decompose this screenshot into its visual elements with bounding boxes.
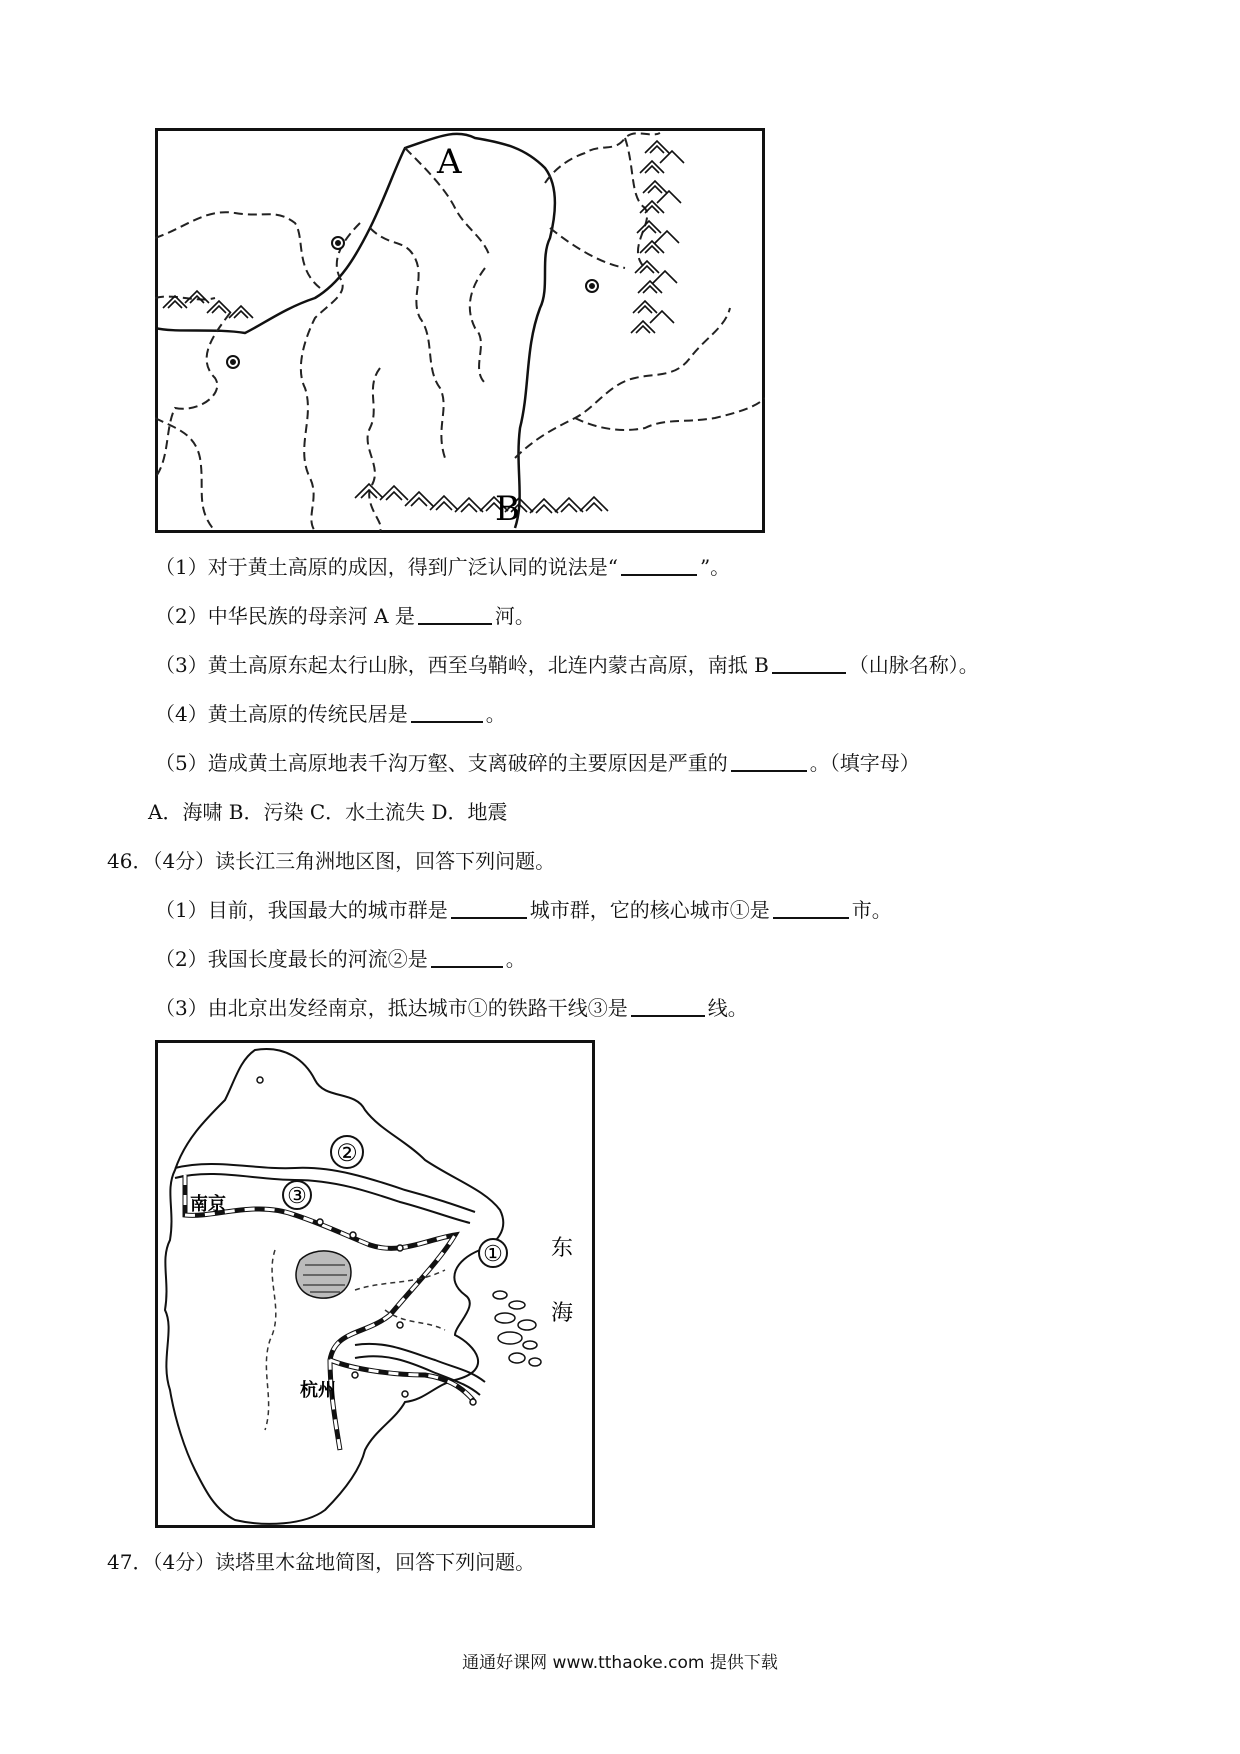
answer-blank[interactable] <box>731 750 807 772</box>
yangtze-delta-map <box>155 1040 595 1528</box>
marker-2: ② <box>336 1139 358 1167</box>
label-sea: 海 <box>551 1301 574 1326</box>
answer-blank[interactable] <box>418 603 492 625</box>
map-label-a: A <box>437 142 462 182</box>
answer-blank[interactable] <box>411 701 483 723</box>
q46-item-3: （3）由北京出发经南京，抵达城市①的铁路干线③是 线。 <box>155 996 748 1020</box>
answer-blank[interactable] <box>431 946 503 968</box>
answer-blank[interactable] <box>773 897 849 919</box>
map-label-b: B <box>495 489 520 529</box>
answer-blank[interactable] <box>621 554 697 576</box>
loess-plateau-map <box>155 128 765 533</box>
marker-1-group <box>479 1239 507 1267</box>
marker-1: ① <box>483 1242 503 1267</box>
q46-heading: 46．（4分）读长江三角洲地区图，回答下列问题。 <box>107 849 556 873</box>
label-hangzhou: 杭州 <box>300 1380 336 1401</box>
q45-item-5: （5）造成黄土高原地表千沟万壑、支离破碎的主要原因是严重的 。（填字母） <box>155 751 920 775</box>
q45-options: A．海啸 B．污染 C．水土流失 D．地震 <box>148 800 508 824</box>
q46-item-1: （1）目前，我国最大的城市群是 城市群，它的核心城市①是 市。 <box>155 898 892 922</box>
marker-2-group <box>331 1136 363 1168</box>
marker-3-group <box>283 1181 311 1209</box>
answer-blank[interactable] <box>451 897 527 919</box>
answer-blank[interactable] <box>772 652 846 674</box>
q45-item-3: （3）黄土高原东起太行山脉，西至乌鞘岭，北连内蒙古高原，南抵 B （山脉名称）。 <box>155 653 979 677</box>
label-east: 东 <box>551 1236 574 1261</box>
marker-3: ③ <box>287 1184 307 1209</box>
q45-item-2: （2）中华民族的母亲河 A 是 河。 <box>155 604 535 628</box>
q45-item-4: （4）黄土高原的传统民居是 。 <box>155 702 506 726</box>
q47-heading: 47．（4分）读塔里木盆地简图，回答下列问题。 <box>107 1550 536 1574</box>
q46-item-2: （2）我国长度最长的河流②是 。 <box>155 947 526 971</box>
q45-item-1: （1）对于黄土高原的成因，得到广泛认同的说法是“ ”。 <box>155 555 731 579</box>
answer-blank[interactable] <box>631 995 705 1017</box>
label-nanjing: 南京 <box>190 1194 226 1215</box>
tai-lake <box>296 1251 351 1298</box>
page-footer: 通通好课网 www.tthaoke.com 提供下载 <box>462 1653 778 1673</box>
